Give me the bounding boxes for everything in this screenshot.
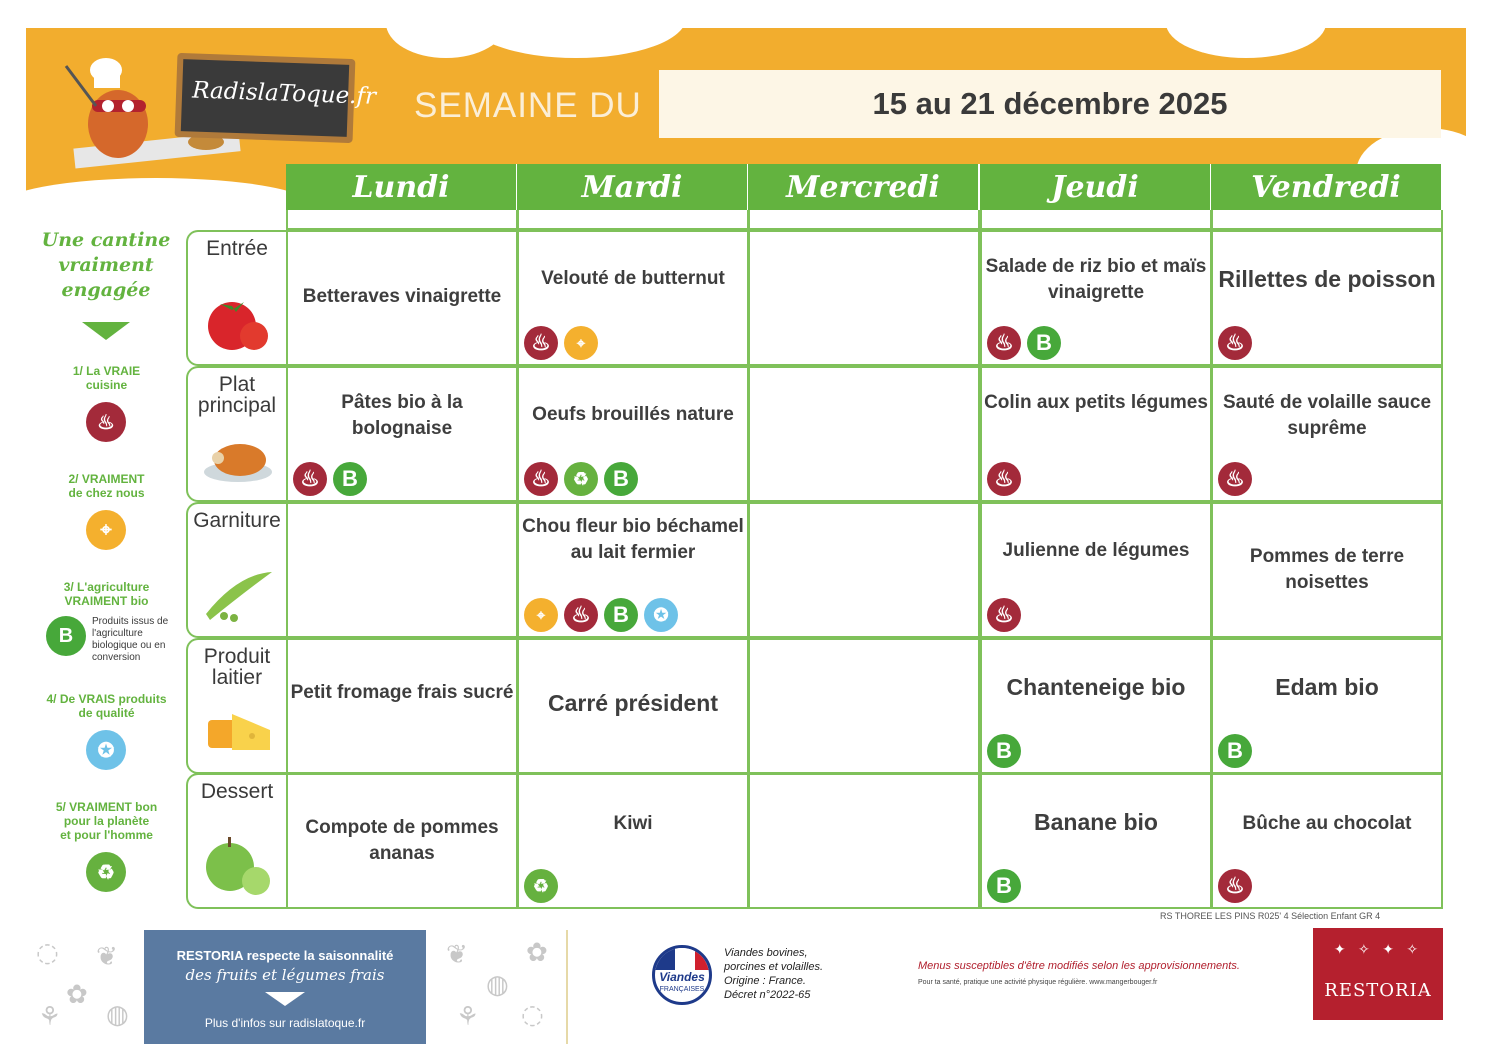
menu-cell (980, 230, 1212, 366)
pot-icon: ♨ (1218, 869, 1252, 903)
bio-icon: B (604, 598, 638, 632)
local-icon: ⌖ (86, 510, 126, 550)
dish-name: Julienne de légumes (1002, 540, 1190, 561)
pot-icon: ♨ (1218, 462, 1252, 496)
menu-change-notice: Menus susceptibles d'être modifiés selon les approvisionnements. (918, 960, 1240, 972)
category-label: Dessert (200, 780, 274, 803)
menu-cell (286, 638, 518, 774)
promo-line-1: RESTORIA respecte la saisonnalité (176, 948, 394, 963)
pot-icon: ♨ (293, 462, 327, 496)
week-range: 15 au 21 décembre 2025 (872, 86, 1228, 121)
peas-icon (202, 564, 274, 624)
dish-label-icons (524, 462, 638, 496)
menu-cell (748, 230, 980, 366)
fruit-doodle-icon: ◍ (486, 970, 509, 1000)
dish-name: Betteraves vinaigrette (302, 286, 502, 307)
sidebar-arrow-icon (82, 322, 130, 340)
commitment-label: 2/ VRAIMENT de chez nous (68, 472, 145, 500)
dish-label-icons (1218, 326, 1252, 360)
vf-logo-title: Viandes (659, 970, 705, 984)
dish-name: Banane bio (1034, 809, 1158, 835)
dish-name: Compote de pommes ananas (305, 817, 499, 864)
pot-icon: ♨ (1218, 326, 1252, 360)
day-subheader (748, 210, 980, 230)
restoria-logo (1313, 928, 1443, 1020)
menu-cell (286, 773, 518, 909)
menu-cell (1211, 773, 1443, 909)
seasonality-promo[interactable] (144, 930, 426, 1044)
pot-icon: ♨ (524, 326, 558, 360)
menu-cell (517, 366, 749, 502)
dish-name: Chou fleur bio béchamel au lait fermier (522, 516, 744, 563)
menu-cell (517, 502, 749, 638)
logo-chalkboard (175, 53, 377, 143)
meat-origin-line: Origine : France. (724, 975, 806, 987)
category-cell (186, 638, 286, 774)
logo-text: RadislaToque.fr (191, 77, 377, 110)
day-subheader (286, 210, 518, 230)
cloud-decoration (1166, 28, 1326, 58)
menu-cell (286, 230, 518, 366)
dish-name: Carré président (547, 690, 718, 716)
category-cell (186, 502, 286, 638)
dish-label-icons (1218, 734, 1252, 768)
fruit-doodle-icon: ◌ (36, 938, 59, 968)
category-label: Garniture (193, 509, 281, 532)
dish-name: Petit fromage frais sucré (290, 682, 514, 703)
menu-cell (980, 638, 1212, 774)
promo-line-2: des fruits et légumes frais (185, 966, 385, 984)
menu-cell (1211, 366, 1443, 502)
cheese-icon (202, 700, 274, 760)
dish-label-icons (1218, 869, 1252, 903)
cloud-decoration (26, 178, 316, 206)
day-subheader (517, 210, 749, 230)
cloud-decoration (466, 28, 686, 58)
dish-name: Kiwi (613, 813, 653, 834)
bio-icon: B (1218, 734, 1252, 768)
dish-name: Velouté de butternut (541, 268, 725, 289)
menu-cell (286, 366, 518, 502)
quality-icon: ✪ (86, 730, 126, 770)
local-icon: ⌖ (524, 598, 558, 632)
pot-icon: ♨ (987, 462, 1021, 496)
dish-label-icons (524, 598, 678, 632)
roast-chicken-icon (202, 428, 274, 488)
tomato-icon (202, 292, 274, 352)
menu-cell (748, 773, 980, 909)
fruit-doodle-icon: ⚘ (38, 1002, 62, 1032)
commitment-label: 5/ VRAIMENT bon pour la planète et pour l'homme (55, 800, 158, 842)
sidebar-title: Une cantine vraiment engagée (41, 229, 171, 301)
dish-name: Pâtes bio à la bolognaise (341, 392, 463, 439)
dish-name: Pommes de terre noisettes (1249, 546, 1405, 593)
vf-logo-subtitle: FRANÇAISES (659, 986, 705, 993)
menu-cell (1211, 502, 1443, 638)
dish-name: Colin aux petits légumes (984, 392, 1208, 413)
dish-name: Edam bio (1275, 674, 1379, 700)
meat-origin-line: porcines et volailles. (724, 961, 824, 973)
menu-cell (1211, 230, 1443, 366)
dish-label-icons (987, 734, 1021, 768)
fruit-doodle-icon: ⚘ (456, 1002, 480, 1032)
dish-name: Bûche au chocolat (1242, 813, 1412, 834)
dish-label-icons (524, 326, 598, 360)
menu-cell (980, 366, 1212, 502)
menu-cell (980, 773, 1212, 909)
pot-icon: ♨ (564, 598, 598, 632)
bio-icon: B (333, 462, 367, 496)
fruit-doodle-icon: ◌ (521, 1000, 544, 1030)
commitment-label: 4/ De VRAIS produits de qualité (46, 692, 167, 720)
local-icon: ⌖ (564, 326, 598, 360)
meat-origin-line: Décret n°2022-65 (724, 989, 811, 1001)
fruit-doodle-icon: ◍ (106, 1000, 129, 1030)
promo-arrow-icon (265, 992, 305, 1006)
dish-label-icons (524, 869, 558, 903)
commitment-label: 1/ La VRAIE cuisine (72, 364, 141, 392)
dish-label-icons (293, 462, 367, 496)
fruit-doodle-icon: ✿ (66, 980, 88, 1010)
meat-origin-line: Viandes bovines, (724, 947, 808, 959)
apple-icon (202, 835, 274, 895)
menu-cell (517, 773, 749, 909)
bio-description: Produits issus de l'agriculture biologique ou en conversion (92, 616, 169, 663)
menu-cell (1211, 638, 1443, 774)
dish-name: Salade de riz bio et maïs vinaigrette (985, 256, 1207, 303)
menu-reference: RS THOREE LES PINS R025' 4 Sélection Enfant GR 4 (1160, 911, 1381, 921)
category-cell (186, 366, 286, 502)
planet-icon: ♻ (524, 869, 558, 903)
promo-link[interactable]: Plus d'infos sur radislatoque.fr (204, 1016, 366, 1030)
health-notice: Pour ta santé, pratique une activité physique régulière. www.mangerbouger.fr (918, 979, 1158, 986)
dish-label-icons (987, 326, 1061, 360)
pot-icon: ♨ (524, 462, 558, 496)
week-label: SEMAINE DU (414, 86, 642, 125)
day-subheader (980, 210, 1212, 230)
bio-icon: B (987, 734, 1021, 768)
day-subheader (1211, 210, 1443, 230)
planet-icon: ♻ (86, 852, 126, 892)
bio-icon: B (46, 616, 86, 656)
menu-cell (748, 502, 980, 638)
dish-label-icons (987, 869, 1021, 903)
day-header-mardi: Mardi (517, 164, 749, 210)
fruit-doodle-icon: ❦ (446, 940, 468, 970)
menu-cell (980, 502, 1212, 638)
fruit-doodle-icon: ❦ (96, 942, 118, 972)
category-cell (186, 230, 286, 366)
menu-cell (517, 638, 749, 774)
restoria-brand: RESTORIA (1324, 980, 1432, 1001)
meat-origin-text (724, 946, 823, 1002)
commitment-label: 3/ L'agriculture VRAIMENT bio (63, 580, 150, 608)
stars-icon: ✦ ✧ ✦ ✧ (1333, 942, 1423, 958)
pot-icon: ♨ (987, 326, 1021, 360)
viandes-francaises-logo (652, 945, 712, 1005)
day-header-vendredi: Vendredi (1211, 164, 1443, 210)
quality-icon: ✪ (644, 598, 678, 632)
dish-label-icons (987, 462, 1021, 496)
bio-icon: B (987, 869, 1021, 903)
menu-cell (748, 638, 980, 774)
category-cell (186, 773, 286, 909)
day-header-mercredi: Mercredi (748, 164, 980, 210)
pot-icon: ♨ (86, 402, 126, 442)
week-range-box (659, 70, 1441, 138)
bio-icon: B (604, 462, 638, 496)
category-label: Plat principal (197, 373, 277, 417)
day-header-jeudi: Jeudi (980, 164, 1212, 210)
pot-icon: ♨ (987, 598, 1021, 632)
day-header-lundi: Lundi (286, 164, 518, 210)
bio-icon: B (1027, 326, 1061, 360)
dish-name: Rillettes de poisson (1218, 266, 1436, 292)
dish-name: Chanteneige bio (1006, 674, 1186, 700)
dish-label-icons (987, 598, 1021, 632)
planet-icon: ♻ (564, 462, 598, 496)
dish-label-icons (1218, 462, 1252, 496)
dish-name: Oeufs brouillés nature (532, 404, 734, 425)
category-label: Entrée (206, 237, 268, 260)
fruit-doodle-icon: ✿ (526, 938, 548, 968)
menu-cell (748, 366, 980, 502)
category-label: Produit laitier (203, 645, 271, 689)
menu-cell (517, 230, 749, 366)
menu-cell (286, 502, 518, 638)
dish-name: Sauté de volaille sauce suprême (1222, 392, 1432, 439)
